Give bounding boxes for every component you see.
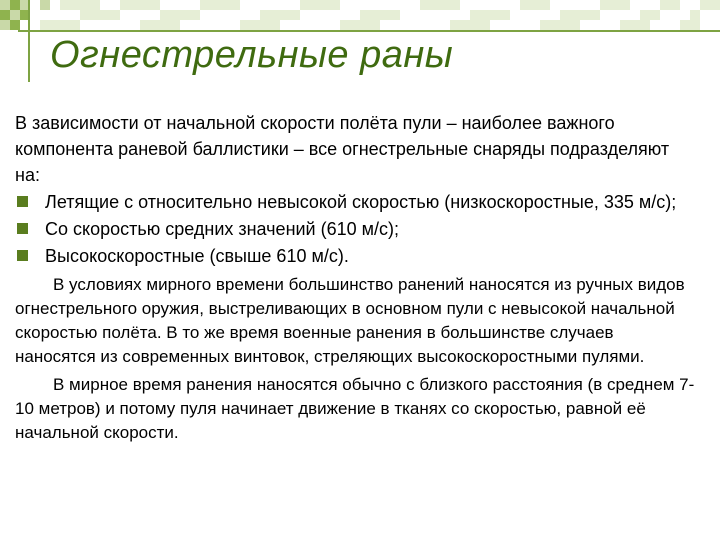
slide-title: Огнестрельные раны bbox=[50, 34, 454, 76]
paragraph-text: В условиях мирного времени большинство ранений наносятся из ручных видов огнестрельного оружия, выстреливающих в основном пули с невысокой начальной скоростью полёта. В то же время военные ранения в большинстве случаев наносятся из современных винтовок, стреляющих высокоскоростными пулями. bbox=[15, 275, 685, 366]
paragraph-text: В мирное время ранения наносятся обычно с близкого расстояния (в среднем 7-10 метров) и потому пуля начинает движение в тканях со скоростью, равной её начальной скорости. bbox=[15, 375, 695, 442]
slide-content bbox=[15, 110, 695, 445]
square-bullet-icon bbox=[17, 250, 28, 261]
list-item-text: Со скоростью средних значений (610 м/с); bbox=[45, 219, 400, 239]
list-item bbox=[15, 243, 695, 269]
header-rule-vertical bbox=[28, 0, 30, 82]
square-bullet-icon bbox=[17, 196, 28, 207]
paragraph bbox=[15, 373, 695, 445]
paragraph bbox=[15, 273, 695, 369]
header-rule-horizontal bbox=[18, 30, 720, 32]
bullet-list bbox=[15, 189, 695, 269]
list-item-text: Высокоскоростные (свыше 610 м/с). bbox=[45, 246, 349, 266]
intro-text: В зависимости от начальной скорости полёта пули – наиболее важного компонента раневой баллистики – все огнестрельные снаряды подразделяют на: bbox=[15, 113, 670, 185]
list-item-text: Летящие с относительно невысокой скоростью (низкоскоростные, 335 м/с); bbox=[45, 192, 677, 212]
list-item bbox=[15, 189, 695, 215]
square-bullet-icon bbox=[17, 223, 28, 234]
list-item bbox=[15, 216, 695, 242]
